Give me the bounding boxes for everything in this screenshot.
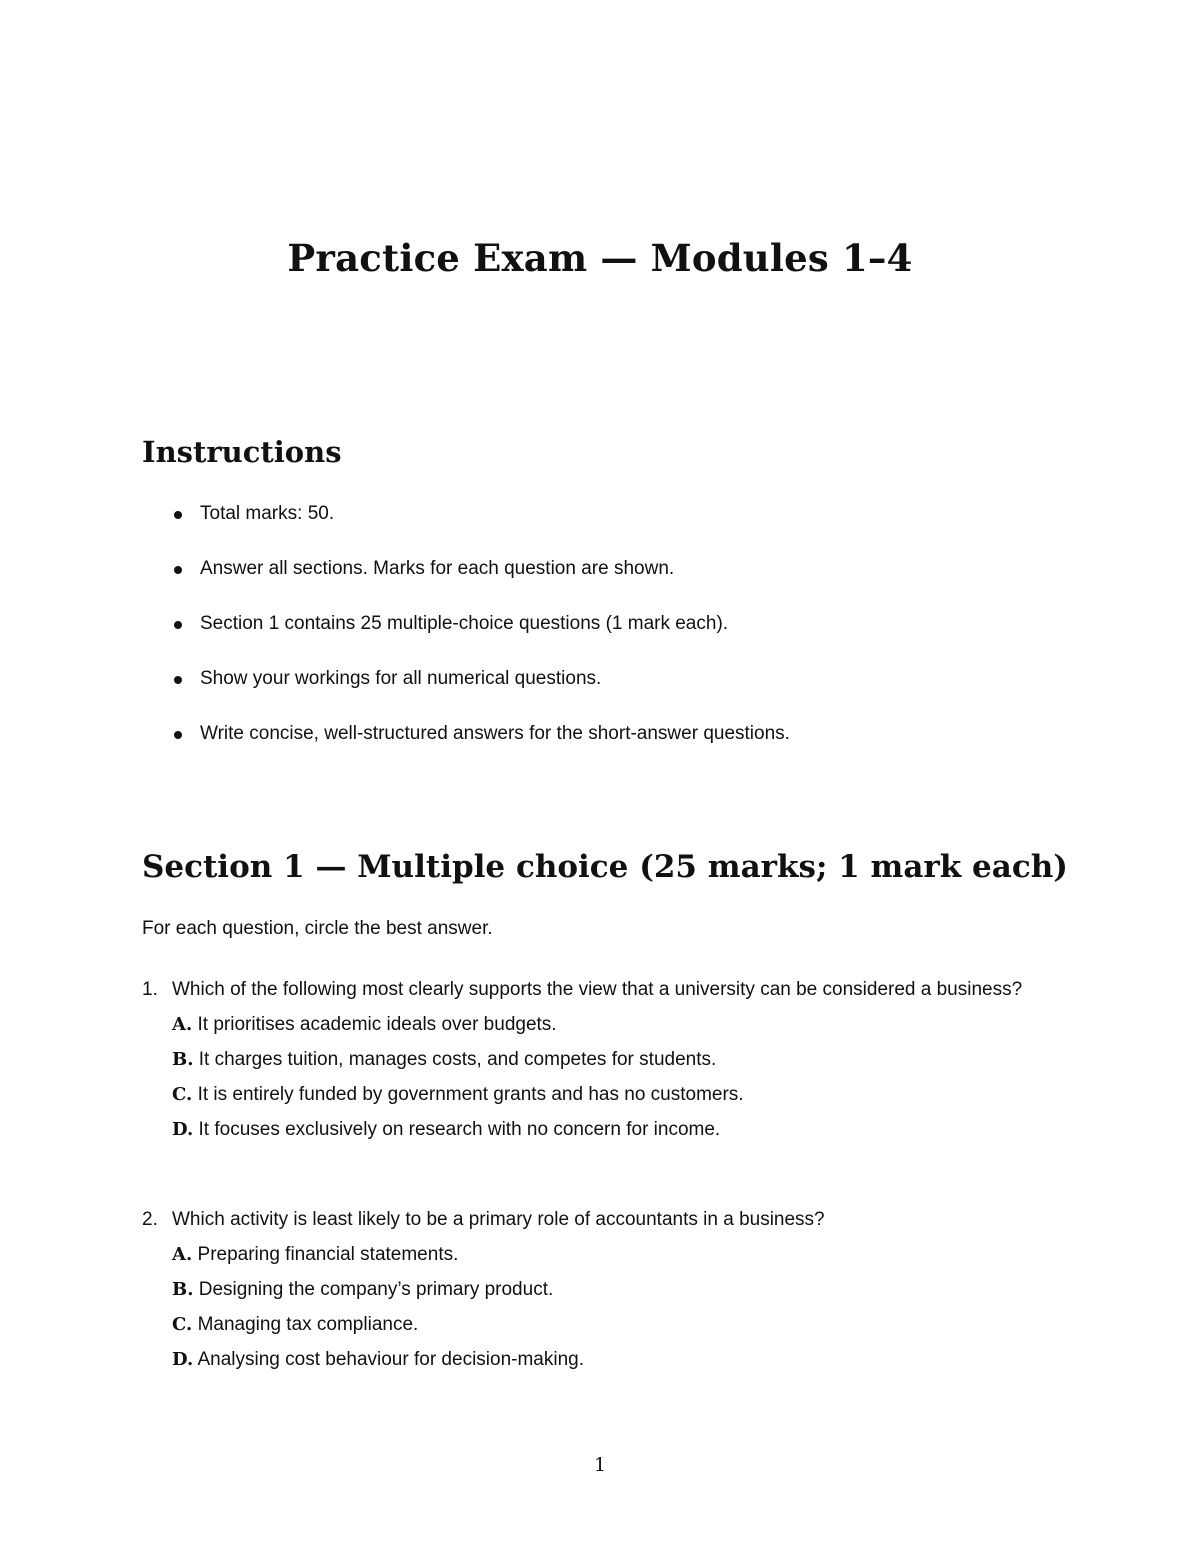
option-d: [172, 1342, 1072, 1377]
instruction-text: Total marks: 50.: [200, 503, 335, 524]
instruction-text: Section 1 contains 25 multiple-choice questions (1 mark each).: [200, 613, 729, 634]
list-item: [142, 552, 1092, 607]
option-c: [172, 1307, 1072, 1342]
option-letter: D.: [172, 1349, 194, 1370]
bullet-icon: [174, 621, 182, 629]
question-number: 2.: [142, 1209, 158, 1230]
question-stem: Which activity is least likely to be a primary role of accountants in a business?: [172, 1209, 825, 1230]
option-letter: C.: [172, 1314, 193, 1335]
page-number: 1: [593, 1454, 607, 1476]
bullet-icon: [174, 511, 182, 519]
option-letter: B.: [172, 1279, 194, 1300]
section-1-intro: For each question, circle the best answer.: [142, 918, 493, 939]
instructions-list: [142, 497, 1092, 772]
option-text: Preparing financial statements.: [197, 1244, 459, 1265]
instruction-text: Show your workings for all numerical questions.: [200, 668, 602, 689]
option-text: It charges tuition, manages costs, and competes for students.: [198, 1049, 717, 1070]
instruction-text: Answer all sections. Marks for each question are shown.: [200, 558, 675, 579]
option-text: Managing tax compliance.: [197, 1314, 419, 1335]
instruction-text: Write concise, well-structured answers for the short-answer questions.: [200, 723, 790, 744]
option-text: It focuses exclusively on research with no concern for income.: [198, 1119, 721, 1140]
list-item: [142, 497, 1092, 552]
page-title: Practice Exam — Modules 1–4: [287, 236, 913, 280]
option-letter: B.: [172, 1049, 194, 1070]
list-item: [142, 717, 1092, 772]
option-letter: C.: [172, 1084, 193, 1105]
question-1: [142, 972, 1072, 1147]
option-text: It prioritises academic ideals over budgets.: [197, 1014, 557, 1035]
instructions-heading: Instructions: [142, 435, 342, 469]
bullet-icon: [174, 566, 182, 574]
option-text: It is entirely funded by government grants and has no customers.: [197, 1084, 744, 1105]
question-2: [142, 1202, 1072, 1377]
section-1-heading: Section 1 — Multiple choice (25 marks; 1 mark each): [142, 849, 1068, 885]
option-letter: A.: [172, 1014, 193, 1035]
option-a: [172, 1007, 1072, 1042]
option-b: [172, 1272, 1072, 1307]
option-c: [172, 1077, 1072, 1112]
bullet-icon: [174, 731, 182, 739]
list-item: [142, 662, 1092, 717]
question-number: 1.: [142, 979, 158, 1000]
option-letter: A.: [172, 1244, 193, 1265]
option-b: [172, 1042, 1072, 1077]
option-a: [172, 1237, 1072, 1272]
option-text: Analysing cost behaviour for decision-making.: [197, 1349, 584, 1370]
option-text: Designing the company’s primary product.: [198, 1279, 554, 1300]
bullet-icon: [174, 676, 182, 684]
option-letter: D.: [172, 1119, 194, 1140]
list-item: [142, 607, 1092, 662]
option-d: [172, 1112, 1072, 1147]
question-stem: Which of the following most clearly supports the view that a university can be considered a business?: [172, 979, 1023, 1000]
